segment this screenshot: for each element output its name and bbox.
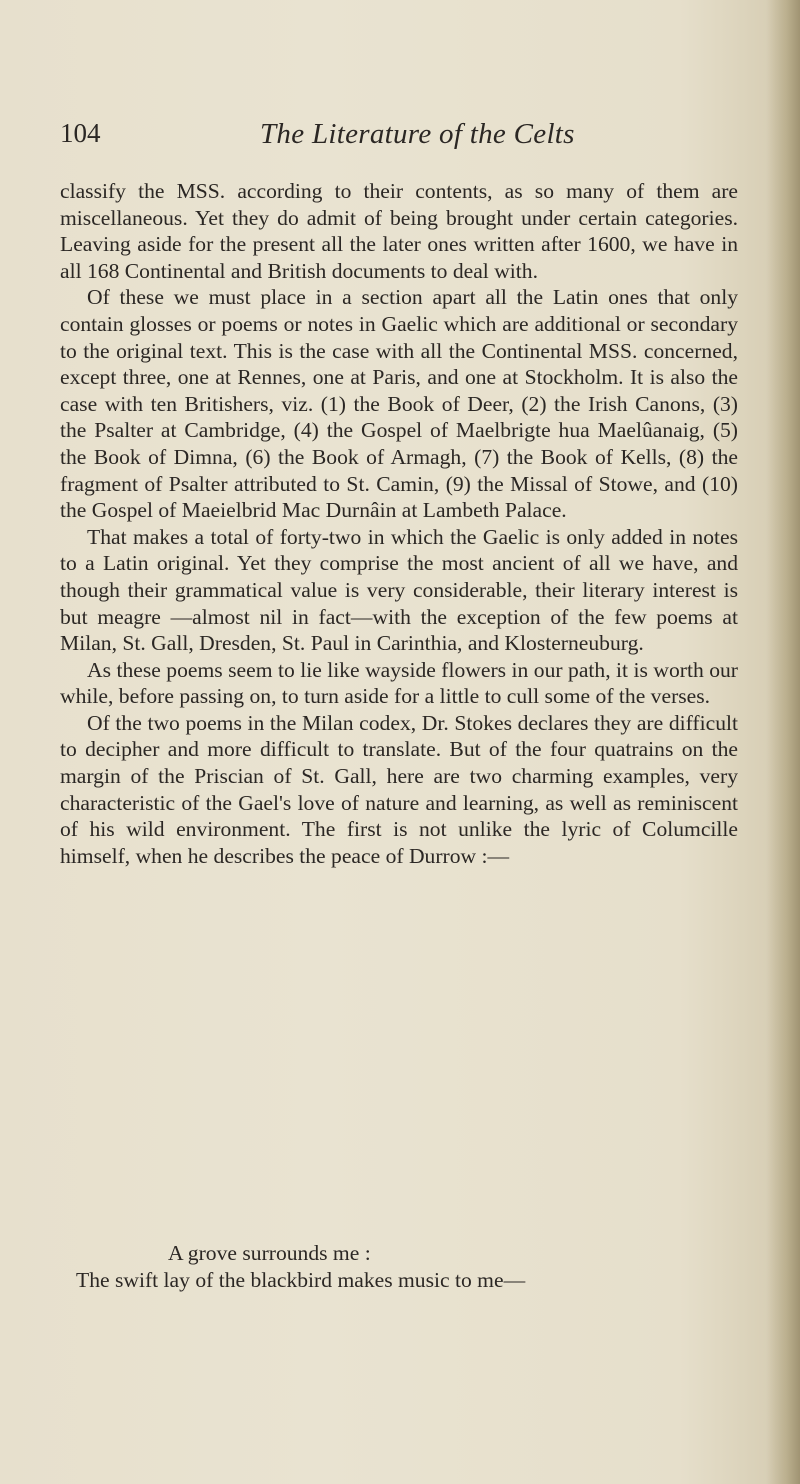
verse-quotation — [60, 1240, 738, 1293]
body-text — [60, 178, 738, 869]
paragraph-4: As these poems seem to lie like wayside flowers in our path, it is worth our while, before passing on, to turn aside for a little to cull some of the verses. — [60, 657, 738, 709]
page-edge-shadow — [766, 0, 800, 1484]
verse-line-2: The swift lay of the blackbird makes music to me— — [76, 1267, 526, 1292]
paragraph-1: classify the MSS. according to their contents, as so many of them are miscellaneous. Yet they do admit of being brought under certain categories. Leaving aside for the present all the later ones written after 1600, we have in all 168 Continental and British documents to deal with. — [60, 179, 738, 283]
page-header — [60, 118, 750, 168]
page-number: 104 — [60, 118, 101, 148]
paragraph-5: Of the two poems in the Milan codex, Dr. Stokes declares they are difficult to decipher and more difficult to translate. But of the four quatrains on the margin of the Priscian of St. Gall, here are two charming examples, very characteristic of the Gael's love of nature and learning, as well as reminiscent of his wild environment. The first is not unlike the lyric of Columcille himself, when he describes the peace of Durrow :— — [60, 710, 738, 868]
paragraph-3: That makes a total of forty-two in which the Gaelic is only added in notes to a Latin original. Yet they comprise the most ancient of all we have, and though their grammatical value is very considerable, their literary interest is but meagre —almost nil in fact—with the exception of the few poems at Milan, St. Gall, Dresden, St. Paul in Carinthia, and Klosterneuburg. — [60, 524, 738, 656]
paragraph-2: Of these we must place in a section apart all the Latin ones that only contain glosses or poems or notes in Gaelic which are additional or secondary to the original text. This is the case with all the Continental MSS. concerned, except three, one at Rennes, one at Paris, and one at Stockholm. It is also the case with ten Britishers, viz. (1) the Book of Deer, (2) the Irish Canons, (3) the Psalter at Cambridge, (4) the Gospel of Maelbrigte hua Maelûanaig, (5) the Book of Dimna, (6) the Book of Armagh, (7) the Book of Kells, (8) the fragment of Psalter attributed to St. Camin, (9) the Missal of Stowe, and (10) the Gospel of Maeielbrid Mac Durnâin at Lambeth Palace. — [60, 285, 738, 523]
running-title: The Literature of the Celts — [260, 118, 575, 150]
verse-line-1: A grove surrounds me : — [168, 1241, 371, 1265]
